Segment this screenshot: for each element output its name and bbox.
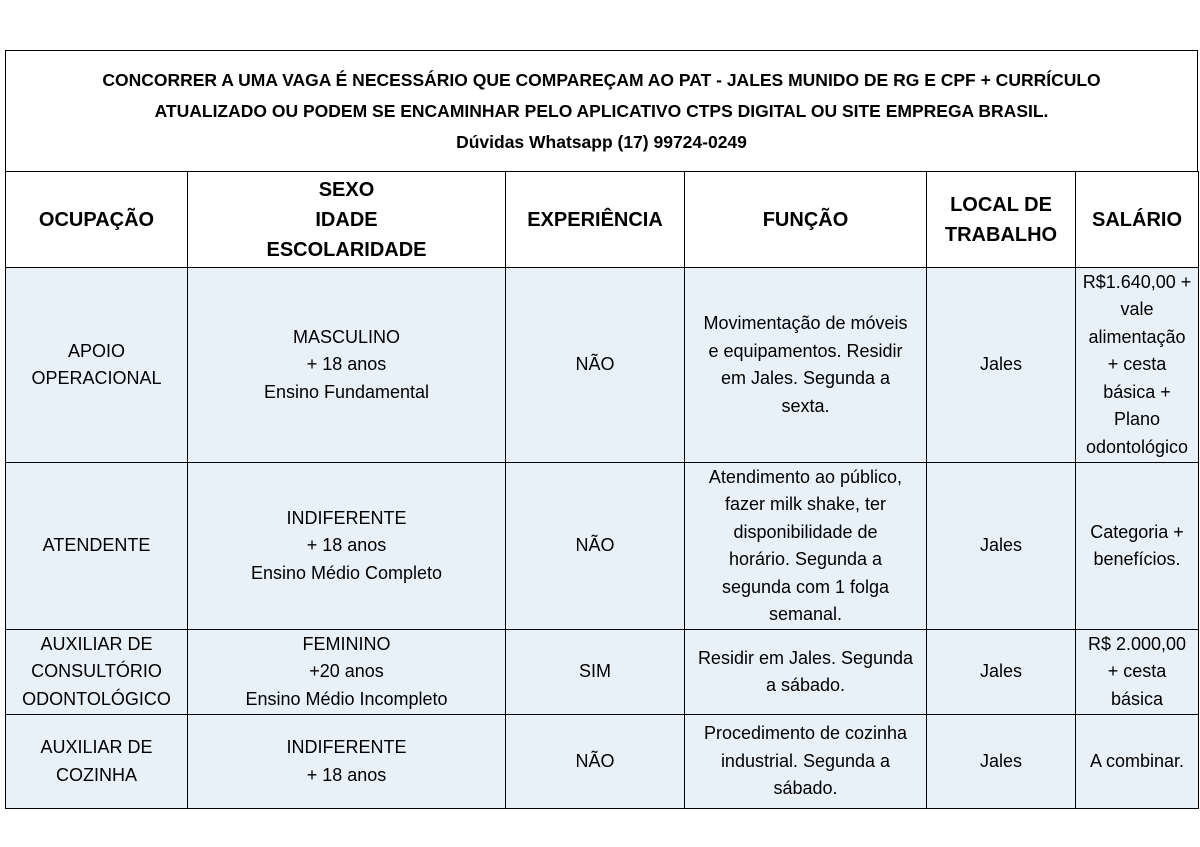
cell-sexo-idade-escolaridade: [188, 630, 506, 715]
table-header-row: [6, 172, 1199, 268]
cell-sexo-idade-escolaridade: [188, 463, 506, 630]
cell-text-line: Procedimento de cozinha: [703, 723, 908, 744]
cell-text-line: OPERACIONAL: [31, 368, 162, 388]
cell-text-line: Jales: [979, 661, 1023, 682]
cell-salario: [1076, 630, 1199, 715]
cell-text-line: vale: [1120, 299, 1154, 320]
cell-sexo-idade-escolaridade: [188, 268, 506, 463]
cell-text-line: A combinar.: [1089, 750, 1185, 771]
cell-text-line: semanal.: [768, 604, 843, 624]
cell-text-line: INDIFERENTE: [286, 507, 407, 528]
cell-text-line: NÃO: [575, 535, 615, 556]
cell-text-line: em Jales. Segunda a: [720, 368, 891, 388]
cell-funcao: [685, 268, 927, 463]
cell-text-line: SEXO: [318, 178, 375, 201]
cell-text-line: SIM: [578, 661, 611, 682]
cell-text-line: FUNÇÃO: [762, 208, 849, 231]
cell-text-line: AUXILIAR DE: [40, 633, 153, 654]
header-sexo-idade-escolaridade: [188, 172, 506, 268]
header-ocupacao: [6, 172, 188, 268]
cell-text-line: SALÁRIO: [1092, 208, 1182, 231]
cell-funcao: [685, 630, 927, 715]
cell-text-line: fazer milk shake, ter: [724, 494, 887, 514]
cell-text-line: NÃO: [575, 354, 615, 375]
cell-text-line: Ensino Fundamental: [263, 381, 430, 402]
cell-sexo-idade-escolaridade: [188, 715, 506, 809]
cell-ocupacao: [6, 630, 188, 715]
cell-text-line: Jales: [979, 354, 1023, 375]
cell-experiencia: [506, 630, 685, 715]
cell-text-line: Plano: [1113, 409, 1161, 430]
cell-text-line: R$ 2.000,00: [1087, 633, 1187, 654]
cell-text-line: básica: [1110, 688, 1164, 709]
cell-salario: [1076, 268, 1199, 463]
cell-ocupacao: [6, 463, 188, 630]
cell-ocupacao: [6, 715, 188, 809]
cell-text-line: R$1.640,00 +: [1082, 271, 1192, 292]
notice-line-1: CONCORRER A UMA VAGA É NECESSÁRIO QUE COMPAREÇAM AO PAT - JALES MUNIDO DE RG E CPF + CURRÍCULO: [102, 69, 1101, 90]
cell-text-line: + 18 anos: [306, 354, 387, 375]
header-salario: [1076, 172, 1199, 268]
job-table: [5, 171, 1199, 809]
cell-experiencia: [506, 268, 685, 463]
cell-text-line: ESCOLARIDADE: [266, 238, 427, 261]
cell-text-line: + cesta: [1107, 661, 1167, 682]
cell-text-line: APOIO: [67, 340, 125, 361]
cell-text-line: EXPERIÊNCIA: [527, 208, 663, 231]
job-listing-sheet: [5, 50, 1198, 809]
notice-contact-line: Dúvidas Whatsapp (17) 99724-0249: [456, 131, 747, 152]
cell-text-line: e equipamentos. Residir: [708, 340, 903, 361]
cell-text-line: Categoria +: [1090, 521, 1184, 542]
cell-experiencia: [506, 463, 685, 630]
cell-text-line: LOCAL DE: [950, 193, 1052, 216]
cell-text-line: Jales: [979, 535, 1023, 556]
cell-text-line: + cesta: [1107, 354, 1167, 375]
cell-text-line: sexta.: [781, 395, 830, 416]
cell-text-line: básica +: [1103, 381, 1171, 402]
cell-text-line: MASCULINO: [292, 326, 400, 347]
cell-text-line: AUXILIAR DE: [40, 737, 153, 757]
cell-text-line: CONSULTÓRIO: [31, 661, 162, 682]
cell-text-line: benefícios.: [1093, 549, 1181, 569]
cell-text-line: alimentação: [1088, 326, 1186, 347]
notice-line-2: ATUALIZADO OU PODEM SE ENCAMINHAR PELO APLICATIVO CTPS DIGITAL OU SITE EMPREGA BRASIL.: [154, 100, 1049, 121]
header-experiencia: [506, 172, 685, 268]
header-local-de-trabalho: [927, 172, 1076, 268]
cell-text-line: Residir em Jales. Segunda: [697, 647, 914, 668]
cell-local-de-trabalho: [927, 463, 1076, 630]
cell-text-line: horário. Segunda a: [728, 549, 883, 569]
cell-local-de-trabalho: [927, 630, 1076, 715]
cell-text-line: TRABALHO: [944, 223, 1058, 246]
cell-text-line: Jales: [979, 750, 1023, 771]
cell-text-line: NÃO: [575, 750, 615, 771]
cell-experiencia: [506, 715, 685, 809]
cell-ocupacao: [6, 268, 188, 463]
table-row: [6, 630, 1199, 715]
cell-text-line: Ensino Médio Completo: [250, 562, 443, 583]
cell-text-line: a sábado.: [765, 675, 846, 695]
cell-text-line: segunda com 1 folga: [721, 576, 890, 597]
cell-local-de-trabalho: [927, 268, 1076, 463]
cell-text-line: ODONTOLÓGICO: [22, 688, 171, 709]
cell-text-line: IDADE: [315, 208, 378, 231]
cell-text-line: sábado.: [773, 778, 838, 799]
cell-text-line: COZINHA: [56, 764, 137, 785]
cell-salario: [1076, 463, 1199, 630]
table-row: [6, 715, 1199, 809]
notice-banner: [5, 50, 1198, 171]
cell-salario: [1076, 715, 1199, 809]
table-row: [6, 268, 1199, 463]
cell-funcao: [685, 715, 927, 809]
cell-text-line: + 18 anos: [306, 535, 387, 556]
cell-text-line: + 18 anos: [306, 764, 387, 785]
cell-text-line: Atendimento ao público,: [708, 466, 903, 487]
cell-text-line: OCUPAÇÃO: [38, 208, 155, 231]
cell-text-line: INDIFERENTE: [286, 737, 407, 757]
cell-text-line: industrial. Segunda a: [720, 750, 891, 771]
cell-text-line: Ensino Médio Incompleto: [245, 688, 448, 709]
cell-text-line: +20 anos: [309, 661, 384, 682]
cell-text-line: FEMININO: [302, 633, 391, 654]
header-funcao: [685, 172, 927, 268]
cell-local-de-trabalho: [927, 715, 1076, 809]
cell-text-line: ATENDENTE: [42, 535, 151, 556]
cell-text-line: Movimentação de móveis: [703, 313, 908, 333]
cell-text-line: odontológico: [1085, 436, 1189, 457]
cell-text-line: disponibilidade de: [733, 521, 878, 542]
table-row: [6, 463, 1199, 630]
cell-funcao: [685, 463, 927, 630]
